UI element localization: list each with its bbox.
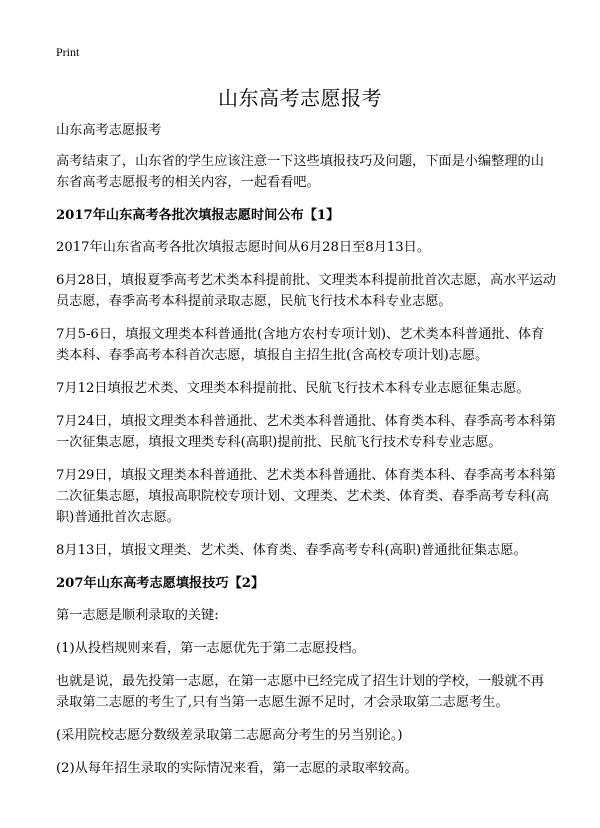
section-heading-schedule: 2017年山东高考各批次填报志愿时间公布【1】 <box>56 208 340 223</box>
schedule-paragraph: 6月28日，填报夏季高考艺术类本科提前批、文理类本科提前批首次志愿，高水平运动员志愿，春季高考本科提前录取志愿，民航飞行技术本科专业志愿。 <box>56 273 556 309</box>
tips-paragraph: 第一志愿是顺利录取的关键: <box>56 608 219 623</box>
schedule-paragraph: 2017年山东省高考各批次填报志愿时间从6月28日至8月13日。 <box>56 240 431 255</box>
schedule-paragraph: 7月29日，填报文理类本科普通批、艺术类本科普通批、体育类本科、春季高考本科第二次征集志愿，填报高职院校专项计划、文理类、艺术类、体育类、春季高考专科(高职)普通批首次志愿。 <box>56 468 556 525</box>
article-subtitle: 山东高考志愿报考 <box>56 123 162 138</box>
section-heading-tips: 207年山东高考志愿填报技巧【2】 <box>56 576 265 591</box>
tips-paragraph: (2)从每年招生录取的实际情况来看，第一志愿的录取率较高。 <box>56 761 418 776</box>
schedule-paragraph: 8月13日，填报文理类、艺术类、体育类、春季高考专科(高职)普通批征集志愿。 <box>56 543 527 558</box>
schedule-paragraph: 7月12日填报艺术类、文理类本科提前批、民航飞行技术本科专业志愿征集志愿。 <box>56 381 530 396</box>
print-label: Print <box>56 45 80 59</box>
tips-paragraph: 也就是说，最先投第一志愿，在第一志愿中已经完成了招生计划的学校，一般就不再录取第二志愿的考生了,只有当第一志愿生源不足时，才会录取第二志愿考生。 <box>56 674 544 710</box>
article-body <box>56 120 556 791</box>
schedule-paragraph: 7月24日，填报文理类本科普通批、艺术类本科普通批、体育类本科、春季高考本科第一次征集志愿，填报文理类专科(高职)提前批、民航飞行技术专科专业志愿。 <box>56 414 556 450</box>
tips-paragraph: (采用院校志愿分数级差录取第二志愿高分考生的另当别论。) <box>56 728 403 743</box>
schedule-paragraph: 7月5-6日，填报文理类本科普通批(含地方农村专项计划)、艺术类本科普通批、体育类本科、春季高考本科首次志愿，填报自主招生批(含高校专项计划)志愿。 <box>56 327 545 363</box>
intro-paragraph: 高考结束了，山东省的学生应该注意一下这些填报技巧及问题，下面是小编整理的山东省高考志愿报考的相关内容，一起看看吧。 <box>56 154 544 190</box>
tips-paragraph: (1)从投档规则来看，第一志愿优先于第二志愿投档。 <box>56 641 365 656</box>
page-title: 山东高考志愿报考 <box>218 86 382 110</box>
